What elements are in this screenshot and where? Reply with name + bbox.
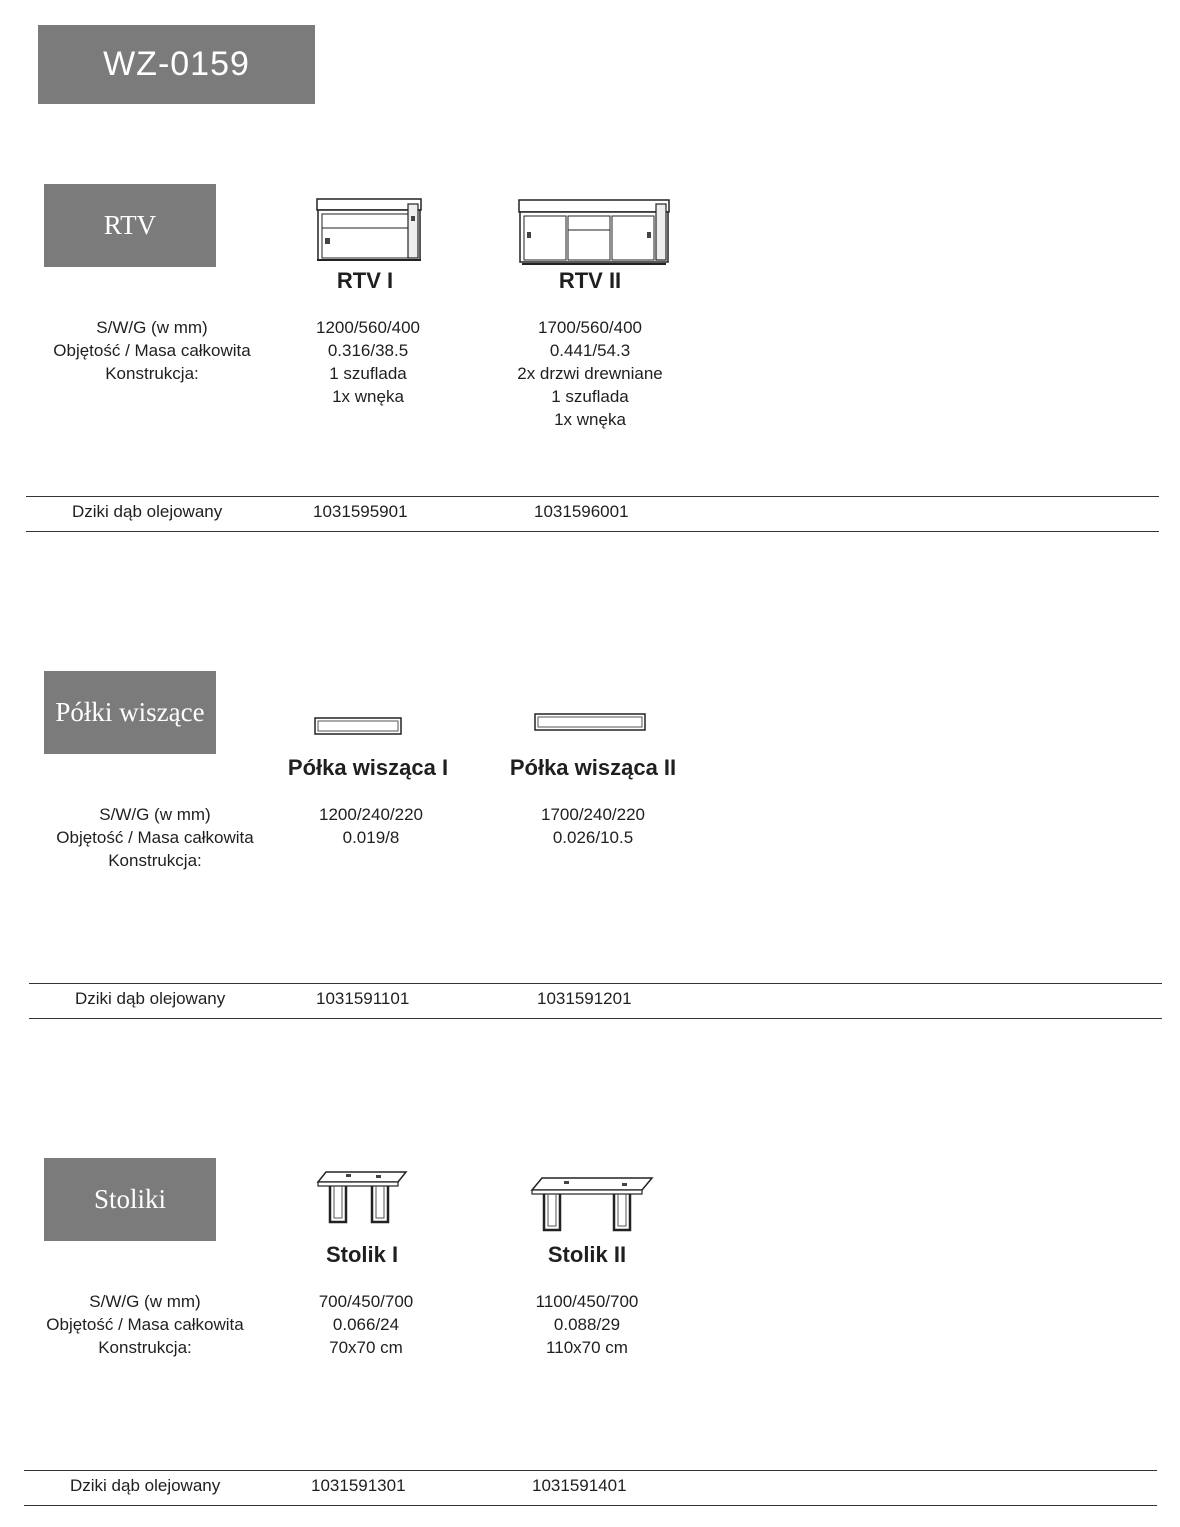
label-dimensions: S/W/G (w mm)	[89, 1292, 201, 1311]
label-construction: Konstrukcja:	[108, 851, 202, 870]
spec-value: 0.316/38.5	[327, 341, 409, 360]
category-title: Półki wiszące	[44, 671, 216, 754]
table-rule-bottom	[24, 1505, 1157, 1506]
product-specs	[467, 1290, 707, 1359]
product-specs	[248, 316, 488, 408]
label-construction: Konstrukcja:	[105, 364, 199, 383]
spec-value: 700/450/700	[318, 1292, 414, 1311]
coffee-table-large-icon	[530, 1176, 654, 1234]
product-specs	[470, 316, 710, 431]
product-code: 1031591101	[316, 989, 410, 1008]
product-specs	[251, 803, 491, 849]
spec-value: 1 szuflada	[551, 387, 629, 406]
coffee-table-small-icon	[316, 1170, 408, 1226]
spec-value: 0.088/29	[553, 1315, 621, 1334]
spec-value: 1700/240/220	[541, 805, 645, 824]
spec-labels	[15, 1290, 275, 1359]
label-dimensions: S/W/G (w mm)	[99, 805, 211, 824]
spec-value: 1x wnęka	[332, 387, 404, 406]
product-specs	[473, 803, 713, 849]
product-code: 1031596001	[534, 502, 629, 521]
label-volume-weight: Objętość / Masa całkowita	[46, 1315, 244, 1334]
spec-labels	[22, 316, 282, 385]
finish-label: Dziki dąb olejowany	[70, 1476, 221, 1495]
spec-labels	[25, 803, 285, 872]
category-title: RTV	[44, 184, 216, 267]
label-dimensions: S/W/G (w mm)	[96, 318, 208, 337]
product-name: Stolik I	[325, 1242, 399, 1267]
product-specs	[246, 1290, 486, 1359]
spec-value: 1x wnęka	[554, 410, 626, 429]
table-rule-top	[29, 983, 1162, 984]
product-code: 1031591301	[311, 1476, 406, 1495]
finish-label: Dziki dąb olejowany	[75, 989, 226, 1008]
label-construction: Konstrukcja:	[98, 1338, 192, 1357]
spec-value: 1700/560/400	[538, 318, 642, 337]
spec-value: 1 szuflada	[329, 364, 407, 383]
spec-value: 0.026/10.5	[552, 828, 634, 847]
label-volume-weight: Objętość / Masa całkowita	[56, 828, 254, 847]
table-rule-top	[24, 1470, 1157, 1471]
category-title: Stoliki	[44, 1158, 216, 1241]
table-rule-bottom	[26, 531, 1159, 532]
product-name: RTV II	[558, 268, 622, 293]
spec-value: 1100/450/700	[535, 1292, 639, 1311]
spec-value: 0.019/8	[342, 828, 400, 847]
spec-value: 1200/240/220	[319, 805, 423, 824]
finish-label: Dziki dąb olejowany	[72, 502, 223, 521]
wall-shelf-short-icon	[314, 716, 402, 736]
product-code: 1031591401	[532, 1476, 627, 1495]
spec-value: 0.441/54.3	[549, 341, 631, 360]
catalog-code-badge: WZ-0159	[38, 25, 315, 104]
product-name: Półka wisząca I	[287, 755, 449, 780]
spec-value: 0.066/24	[332, 1315, 400, 1334]
product-name: Stolik II	[547, 1242, 627, 1267]
label-volume-weight: Objętość / Masa całkowita	[53, 341, 251, 360]
product-code: 1031591201	[537, 989, 632, 1008]
wall-shelf-long-icon	[534, 712, 646, 732]
spec-value: 110x70 cm	[546, 1338, 628, 1357]
tv-cabinet-large-icon	[518, 198, 670, 266]
table-rule-bottom	[29, 1018, 1162, 1019]
spec-value: 1200/560/400	[316, 318, 420, 337]
tv-cabinet-small-icon	[316, 198, 422, 262]
spec-value: 2x drzwi drewniane	[517, 364, 663, 383]
product-name: RTV I	[336, 268, 394, 293]
product-code: 1031595901	[313, 502, 408, 521]
product-name: Półka wisząca II	[509, 755, 677, 780]
table-rule-top	[26, 496, 1159, 497]
spec-value: 70x70 cm	[329, 1338, 403, 1357]
